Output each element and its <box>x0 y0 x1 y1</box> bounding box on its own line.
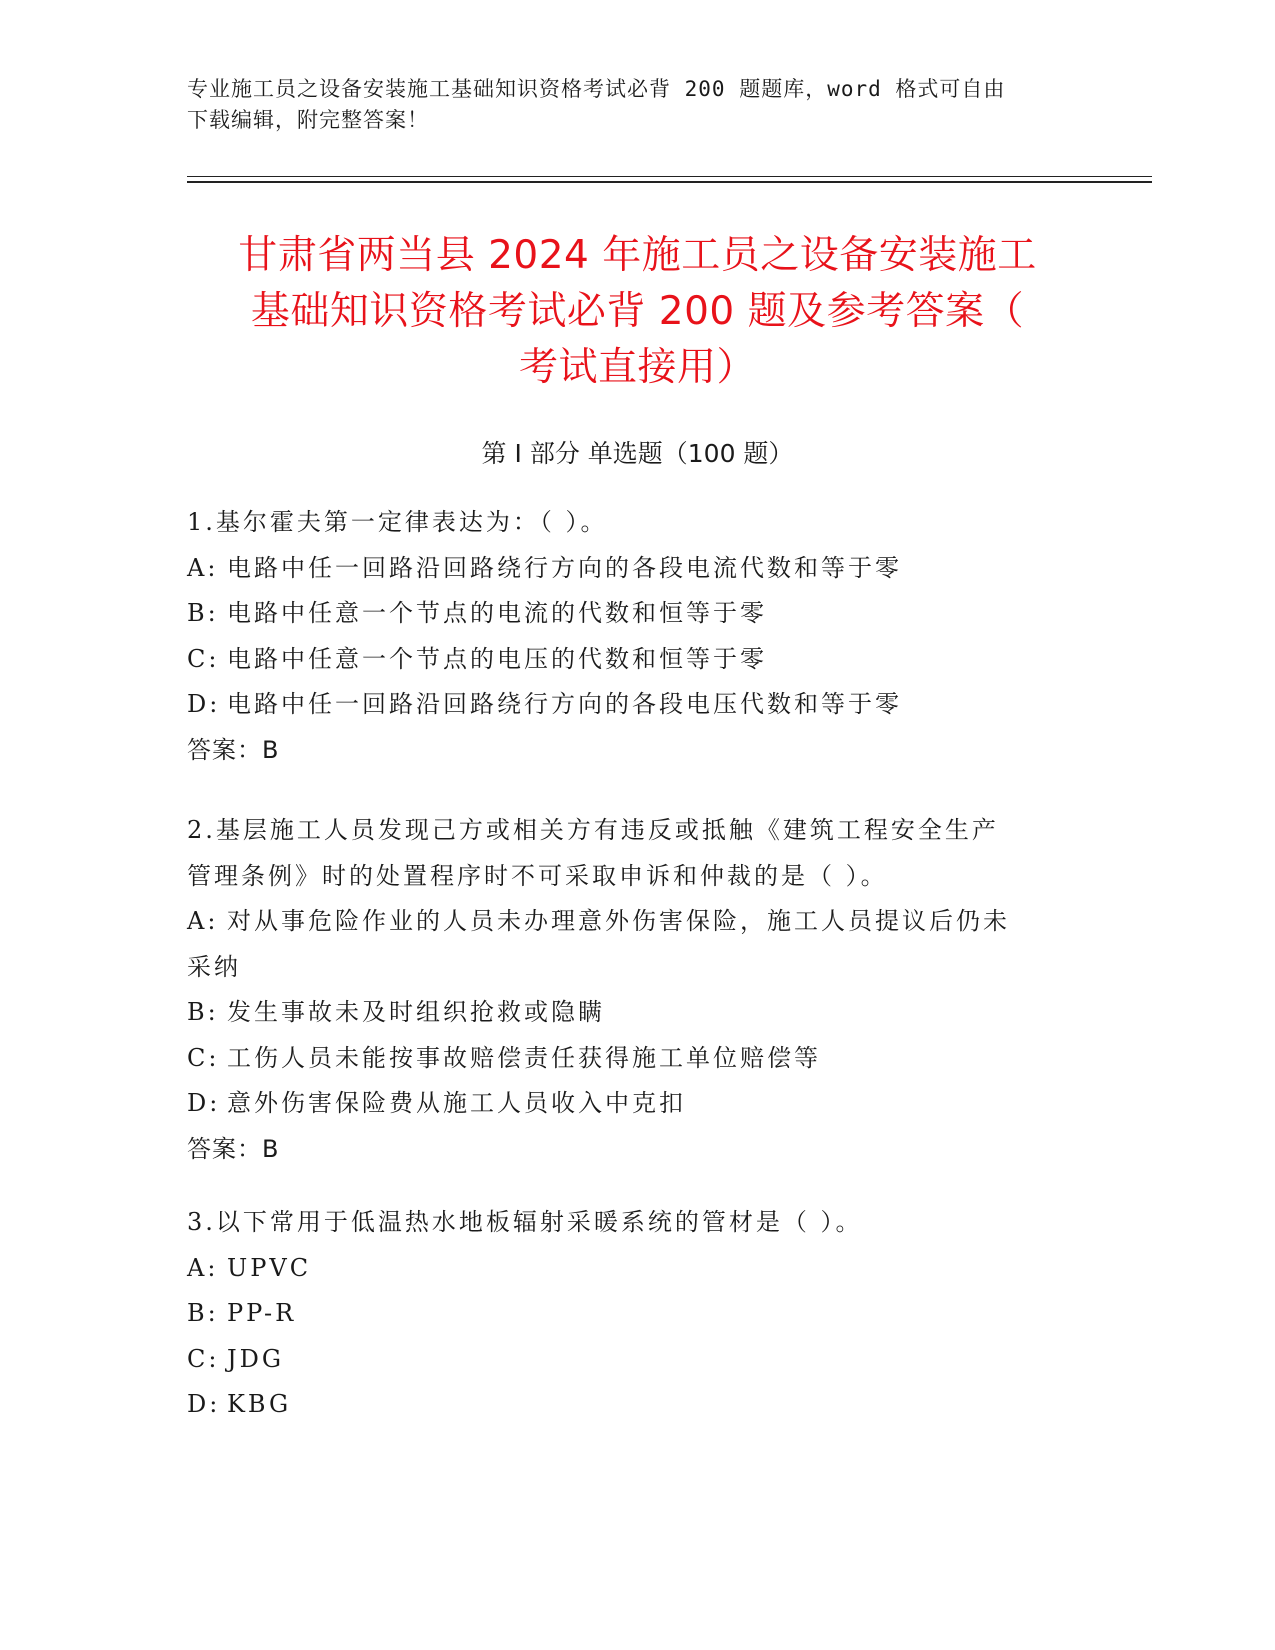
option-b <box>187 990 1087 1036</box>
option-label: B: <box>187 1299 219 1327</box>
option-a-continued: 采纳 <box>187 952 241 981</box>
option-a <box>187 1246 1087 1292</box>
option-b <box>187 591 1087 637</box>
option-label: D: <box>187 690 221 718</box>
document-title-line-1: 甘肃省两当县 2024 年施工员之设备安装施工 <box>238 233 1037 278</box>
option-label: A: <box>187 553 219 582</box>
option-label: A: <box>187 907 219 935</box>
option-text: KBG <box>227 1390 292 1418</box>
header-note-line-2: 下载编辑，附完整答案！ <box>187 108 429 132</box>
option-label: C: <box>187 1344 220 1373</box>
option-a <box>187 546 1087 592</box>
question-stem-line-1: 2.基层施工人员发现己方或相关方有违反或抵触《建筑工程安全生产 <box>187 816 999 844</box>
option-text: 发生事故未及时组织抢救或隐瞒 <box>227 998 605 1026</box>
option-text: UPVC <box>227 1253 312 1282</box>
option-text: 工伤人员未能按事故赔偿责任获得施工单位赔偿等 <box>227 1043 821 1072</box>
option-b <box>187 1291 1087 1337</box>
header-divider-thick <box>187 181 1152 183</box>
header-note <box>187 74 1087 136</box>
option-c <box>187 1036 1087 1082</box>
answer: 答案：B <box>187 735 280 764</box>
option-text: 电路中任一回路沿回路绕行方向的各段电流代数和等于零 <box>227 553 902 582</box>
option-label: A: <box>187 1253 219 1282</box>
option-label: D: <box>187 1390 221 1418</box>
question-1 <box>187 500 1087 773</box>
option-label: D: <box>187 1089 221 1117</box>
section-heading: 第 I 部分 单选题（100 题） <box>481 439 794 468</box>
option-text: 电路中任一回路沿回路绕行方向的各段电压代数和等于零 <box>227 690 902 718</box>
header-divider-thin <box>187 176 1152 177</box>
question-stem: 3.以下常用于低温热水地板辐射采暖系统的管材是（ ）。 <box>187 1208 863 1236</box>
option-text: 电路中任意一个节点的电压的代数和恒等于零 <box>227 644 767 673</box>
document-title-line-3: 考试直接用） <box>518 345 756 390</box>
option-label: C: <box>187 1043 220 1072</box>
question-stem: 1.基尔霍夫第一定律表达为：（ ）。 <box>187 508 608 536</box>
option-a <box>187 899 1087 945</box>
header-note-line-1: 专业施工员之设备安装施工基础知识资格考试必背 200 题题库，word 格式可自由 <box>187 77 1006 101</box>
question-stem-line-2: 管理条例》时的处置程序时不可采取申诉和仲裁的是（ ）。 <box>187 861 888 890</box>
option-d <box>187 1081 1087 1127</box>
option-d <box>187 1382 1087 1428</box>
question-2 <box>187 808 1087 1172</box>
question-3 <box>187 1200 1087 1428</box>
option-text: 意外伤害保险费从施工人员收入中克扣 <box>227 1089 686 1117</box>
option-c <box>187 1337 1087 1383</box>
option-label: B: <box>187 998 219 1026</box>
option-text: PP-R <box>227 1299 297 1327</box>
option-text: 对从事危险作业的人员未办理意外伤害保险，施工人员提议后仍未 <box>227 907 1010 935</box>
option-text: 电路中任意一个节点的电流的代数和恒等于零 <box>227 599 767 627</box>
option-d <box>187 682 1087 728</box>
option-label: B: <box>187 599 219 627</box>
document-title-line-2: 基础知识资格考试必背 200 题及参考答案（ <box>250 289 1025 334</box>
option-c <box>187 637 1087 683</box>
answer: 答案：B <box>187 1134 280 1163</box>
option-text: JDG <box>227 1344 285 1373</box>
option-label: C: <box>187 644 220 673</box>
document-title <box>180 228 1095 396</box>
